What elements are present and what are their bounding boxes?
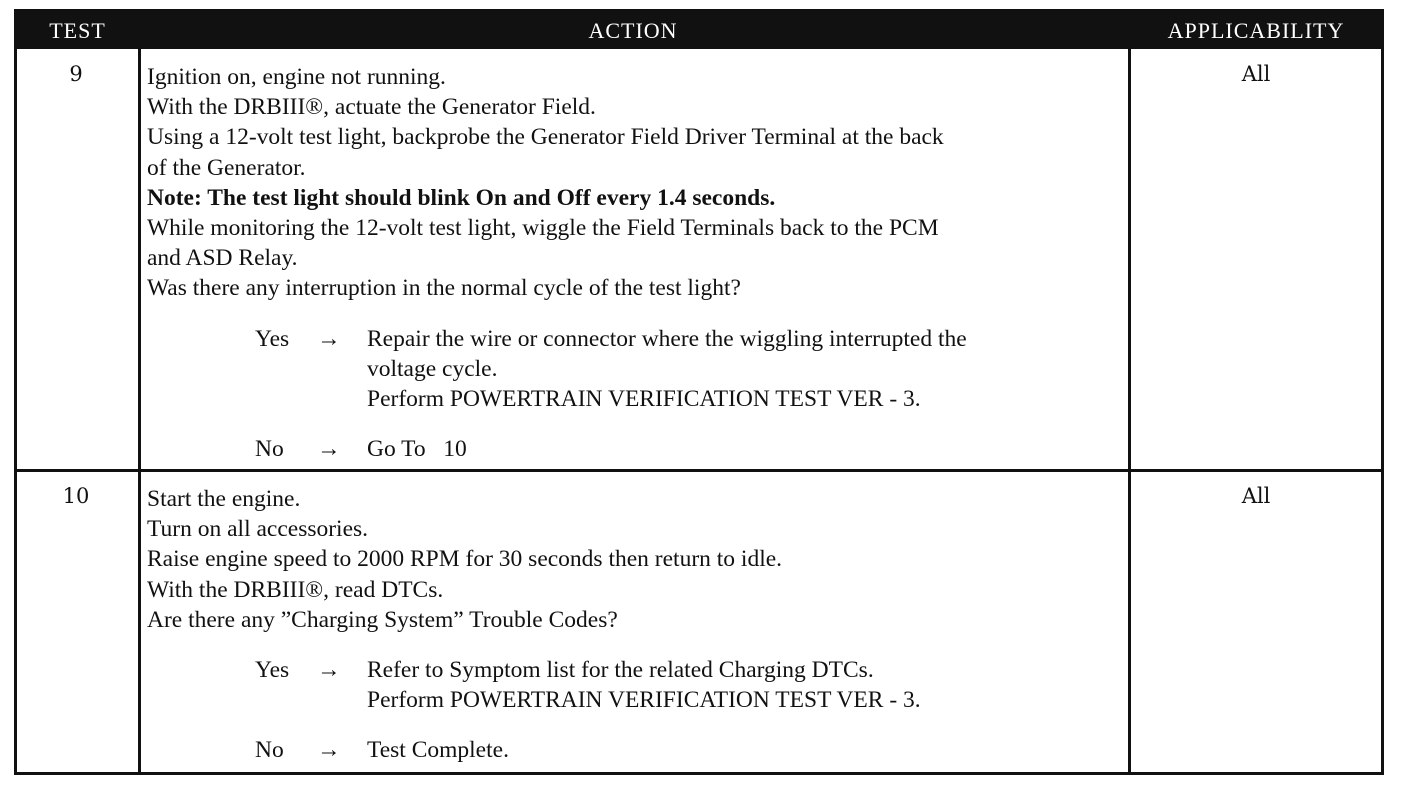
action-line: With the DRBIII®, actuate the Generator Field. <box>147 94 596 121</box>
yes-text: voltage cycle. <box>367 355 498 382</box>
action-line: Raise engine speed to 2000 RPM for 30 seconds then return to idle. <box>147 546 783 573</box>
action-line: and ASD Relay. <box>147 245 298 272</box>
action-line: of the Generator. <box>147 154 306 181</box>
yes-text: Repair the wire or connector where the wiggling interrupted the <box>367 325 967 352</box>
table-header <box>17 12 1381 49</box>
action-line: Turn on all accessories. <box>147 516 369 543</box>
note-line: Note: The test light should blink On and Off every 1.4 seconds. <box>147 184 776 211</box>
yes-response-cont <box>147 384 1127 414</box>
arrow-icon: → <box>317 435 341 462</box>
applicability-value: All <box>1241 484 1271 508</box>
action-cell <box>147 62 1127 464</box>
header-test: TEST <box>49 18 106 43</box>
yes-response-cont <box>147 685 1127 715</box>
no-label: No <box>255 435 284 462</box>
test-number: 9 <box>69 62 83 86</box>
yes-text: Refer to Symptom list for the related Charging DTCs. <box>367 657 874 684</box>
action-line: Ignition on, engine not running. <box>147 64 446 90</box>
arrow-icon: → <box>317 737 341 764</box>
action-line: While monitoring the 12-volt test light, wiggle the Field Terminals back to the PCM <box>147 215 939 242</box>
test-number: 10 <box>62 484 90 508</box>
yes-response-cont <box>147 354 1127 384</box>
yes-label: Yes <box>255 657 290 684</box>
action-line: With the DRBIII®, read DTCs. <box>147 576 444 603</box>
header-applicability: APPLICABILITY <box>1167 18 1345 43</box>
column-divider <box>138 12 141 772</box>
action-line: Start the engine. <box>147 486 301 512</box>
yes-label: Yes <box>255 325 290 352</box>
arrow-icon: → <box>317 657 341 684</box>
no-text: Test Complete. <box>367 737 509 764</box>
action-cell <box>147 484 1127 765</box>
yes-response <box>147 324 1127 354</box>
no-response <box>147 434 1127 464</box>
no-response <box>147 735 1127 765</box>
header-action: ACTION <box>588 18 678 43</box>
no-text: Go To 10 <box>367 435 467 462</box>
action-line: Using a 12-volt test light, backprobe the Generator Field Driver Terminal at the back <box>147 124 944 151</box>
applicability-value: All <box>1241 62 1271 86</box>
arrow-icon: → <box>317 325 341 352</box>
row-divider <box>17 469 1381 472</box>
column-divider <box>1128 12 1131 772</box>
yes-text: Perform POWERTRAIN VERIFICATION TEST VER - 3. <box>367 385 921 412</box>
question-line: Was there any interruption in the normal cycle of the test light? <box>147 275 741 302</box>
question-line: Are there any ”Charging System” Trouble Codes? <box>147 606 618 633</box>
yes-response <box>147 655 1127 685</box>
yes-text: Perform POWERTRAIN VERIFICATION TEST VER - 3. <box>367 687 921 714</box>
procedure-table <box>14 9 1384 775</box>
no-label: No <box>255 737 284 764</box>
